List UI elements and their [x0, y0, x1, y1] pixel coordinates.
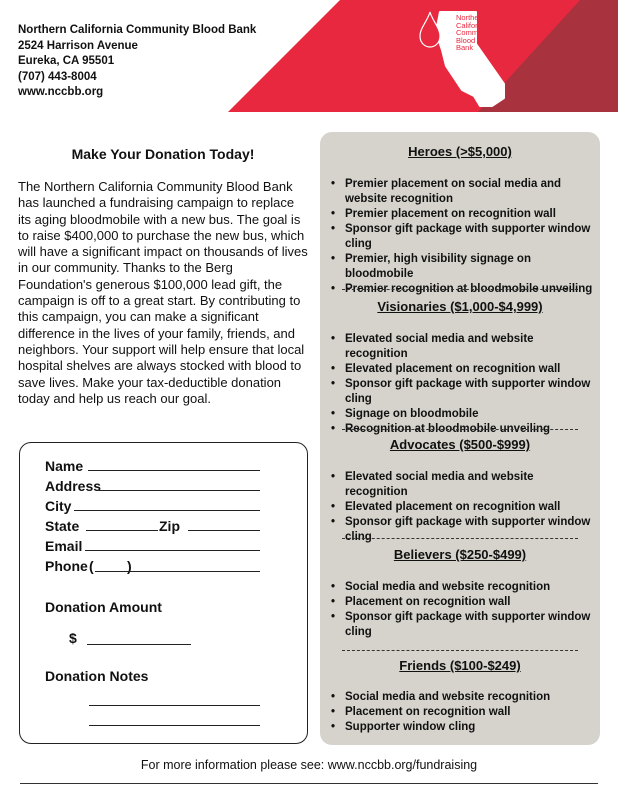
list-item: • Placement on recognition wall: [330, 595, 596, 610]
donation-notes-label: Donation Notes: [45, 668, 149, 684]
blood-drop-icon: [420, 12, 440, 47]
list-item: • Supporter window cling: [330, 720, 596, 735]
logo-line: Northern: [456, 13, 486, 22]
tier-list-believers: [330, 580, 596, 640]
tier-divider: [342, 289, 578, 290]
tier-title-heroes: Heroes (>$5,000): [408, 144, 512, 159]
list-item: • Signage on bloodmobile: [330, 407, 596, 422]
list-item: • Premier, high visibility signage on bloodmobile: [330, 252, 596, 282]
zip-label: Zip: [159, 518, 180, 534]
street-address: 2524 Harrison Avenue: [18, 39, 138, 52]
phone-paren-close: ): [127, 558, 132, 574]
org-name: Northern California Community Blood Bank: [18, 24, 257, 36]
recognition-tiers-panel: [320, 132, 600, 745]
address-label: Address: [45, 478, 102, 494]
email-label: Email: [45, 538, 83, 554]
logo-line: Community: [456, 28, 494, 38]
donation-amount-field[interactable]: [87, 644, 191, 645]
tier-title-visionaries: Visionaries ($1,000-$4,999): [377, 299, 543, 314]
list-item: • Elevated placement on recognition wall: [330, 362, 596, 377]
footer-divider: [20, 783, 598, 784]
city-label: City: [45, 498, 72, 514]
donation-notes-line-2[interactable]: [89, 725, 260, 726]
donation-notes-line-1[interactable]: [89, 705, 260, 706]
city-field[interactable]: [74, 510, 260, 511]
donation-heading: Make Your Donation Today!: [71, 146, 255, 162]
logo-line: Blood: [456, 35, 476, 45]
address-field[interactable]: [99, 490, 260, 491]
phone-number: (707) 443-8004: [18, 70, 97, 83]
website-link[interactable]: www.nccbb.org: [18, 86, 104, 98]
list-item: • Premier placement on recognition wall: [330, 207, 596, 222]
address-block: [18, 23, 256, 101]
logo-line: California: [456, 20, 488, 30]
list-item: • Sponsor gift package with supporter window cling: [330, 377, 596, 407]
tier-title-friends: Friends ($100-$249): [399, 658, 521, 673]
phone-label: Phone: [45, 558, 88, 574]
footer-info: For more information please see: www.nccbb.org/fundraising: [140, 758, 478, 772]
tier-divider: [342, 538, 578, 539]
tier-divider: [342, 650, 578, 651]
list-item: • Elevated placement on recognition wall: [330, 500, 596, 515]
list-item: • Premier recognition at bloodmobile unveiling: [330, 282, 596, 297]
logo-line: Bank: [456, 43, 474, 53]
list-item: • Social media and website recognition: [330, 690, 596, 705]
email-field[interactable]: [85, 550, 260, 551]
tier-list-friends: [330, 690, 596, 735]
logo-text: [456, 14, 494, 52]
zip-field[interactable]: [188, 530, 260, 531]
tier-list-advocates: [330, 470, 596, 545]
tier-list-visionaries: [330, 332, 596, 437]
campaign-description: The Northern California Community Blood Bank has launched a fundraising campaign to replace its aging bloodmobile with a new bus. The goal is to raise $400,000 to purchase the new bus, which will have a significant impact on thousands of lives in our community. Thanks to the Berg Foundation's generous $100,000 lead gift, the campaign is off to a great start. By contributing to this campaign, you can make a significant difference in the lives of your family, friends, and neighbors. Your support will help ensure that local hospital shelves are always stocked with blood to save lives. Make your tax-deductible donation today and help us reach our goal.: [18, 179, 308, 406]
tier-title-believers: Believers ($250-$499): [393, 547, 527, 562]
tier-list-heroes: [330, 177, 596, 297]
list-item: • Sponsor gift package with supporter window cling: [330, 610, 596, 640]
city-state-zip: Eureka, CA 95501: [18, 55, 115, 67]
list-item: • Recognition at bloodmobile unveiling: [330, 422, 596, 437]
list-item: • Premier placement on social media and website recognition: [330, 177, 596, 207]
list-item: • Sponsor gift package with supporter window cling: [330, 222, 596, 252]
list-item: • Elevated social media and website recognition: [330, 470, 596, 500]
list-item: • Placement on recognition wall: [330, 705, 596, 720]
list-item: • Sponsor gift package with supporter window cling: [330, 515, 596, 545]
state-label: State: [45, 518, 80, 534]
name-label: Name: [45, 458, 84, 474]
donation-form: [19, 442, 308, 744]
phone-paren-open: (: [89, 558, 94, 574]
state-field[interactable]: [86, 530, 158, 531]
name-field[interactable]: [88, 470, 260, 471]
tier-title-advocates: Advocates ($500-$999): [389, 437, 531, 452]
tier-divider: [342, 429, 578, 430]
list-item: • Elevated social media and website recognition: [330, 332, 596, 362]
donation-amount-label: Donation Amount: [45, 599, 162, 615]
list-item: • Social media and website recognition: [330, 580, 596, 595]
dollar-sign: $: [69, 630, 77, 646]
phone-field[interactable]: [95, 571, 260, 572]
